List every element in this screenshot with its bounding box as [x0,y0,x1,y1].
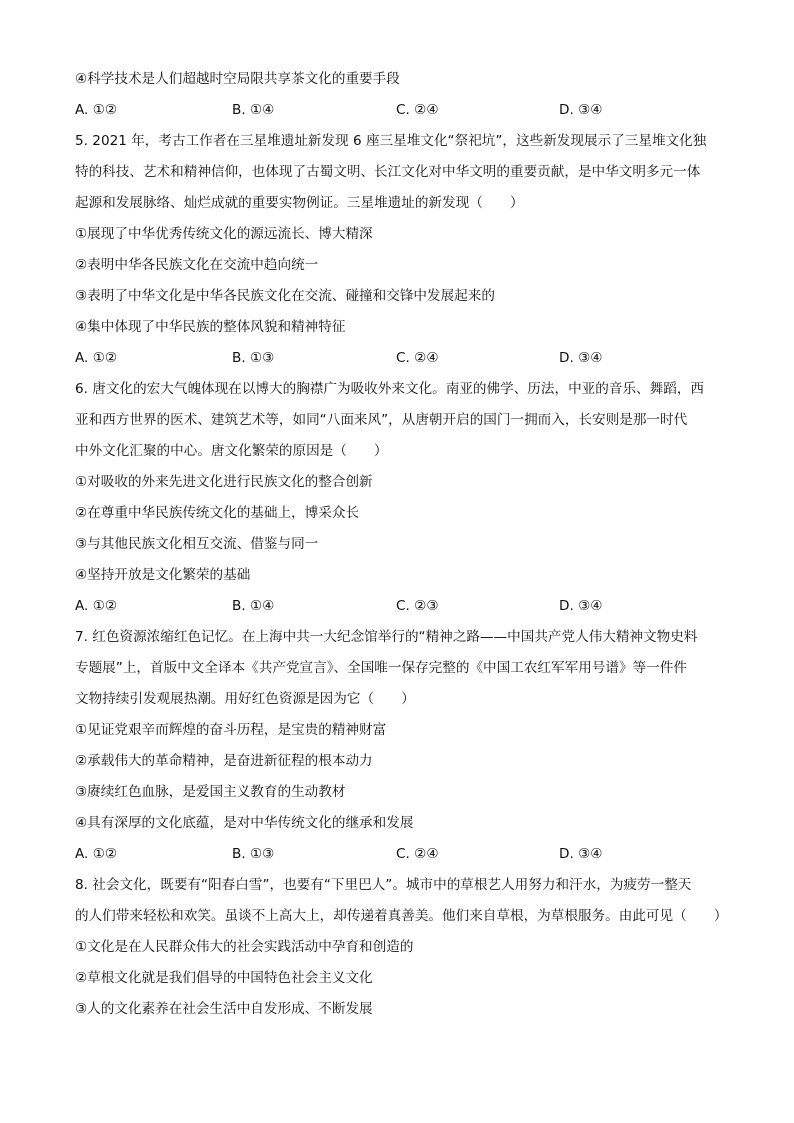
question-stem-line: 特的科技、艺术和精神信仰，也体现了古蜀文明、长江文化对中华文明的重要贡献，是中华文明多元一体 [75,164,701,180]
statement-item: ③赓续红色血脉，是爱国主义教育的生动教材 [75,784,346,800]
statement-item: ④坚持开放是文化繁荣的基础 [75,567,251,583]
statement-item: ③表明了中华文化是中华各民族文化在交流、碰撞和交锋中发展起来的 [75,288,495,304]
option-b: B. ①③ [232,846,275,862]
statement-item: ④具有深厚的文化底蕴，是对中华传统文化的继承和发展 [75,815,414,831]
statement-item: ③与其他民族文化相互交流、借鉴与同一 [75,536,319,552]
option-b: B. ①③ [232,350,275,366]
question-stem-line: 亚和西方世界的医术、建筑艺术等，如同“八面来风”，从唐朝开启的国门一拥而入，长安则是那一时代 [75,412,688,428]
prev-options [75,95,725,126]
statement-item: ④集中体现了中华民族的整体风貌和精神特征 [75,319,346,335]
option-c: C. ②④ [396,846,439,862]
option-b: B. ①④ [232,598,275,614]
question-stem-line: 专题展”上，首版中文全译本《共产党宣言》、全国唯一保存完整的《中国工农红军军用号谱》等一件件 [75,660,687,676]
page-content [75,64,728,1025]
statement-item: ②表明中华各民族文化在交流中趋向统一 [75,257,319,273]
statement-item: ③人的文化素养在社会生活中自发形成、不断发展 [75,1001,373,1017]
question-stem-line: 6. 唐文化的宏大气魄体现在以博大的胸襟广为吸收外来文化。南亚的佛学、历法，中亚的音乐、舞蹈，西 [75,381,705,397]
answer-options [75,839,725,870]
statement-item: ①展现了中华优秀传统文化的源远流长、博大精深 [75,226,373,242]
question-5 [75,126,725,374]
option-c: C. ②④ [396,350,439,366]
option-d: D. ③④ [559,846,603,862]
question-7 [75,622,725,870]
option-d: D. ③④ [559,102,603,118]
option-d: D. ③④ [559,598,603,614]
option-a: A. ①② [75,846,118,862]
option-a: A. ①② [75,350,118,366]
option-b: B. ①④ [232,102,275,118]
statement-item: ②草根文化就是我们倡导的中国特色社会主义文化 [75,970,373,986]
answer-options [75,343,725,374]
prev-item: ④科学技术是人们超越时空局限共享茶文化的重要手段 [75,71,400,87]
statement-item: ①对吸收的外来先进文化进行民族文化的整合创新 [75,474,373,490]
question-stem-line: 8. 社会文化，既要有“阳春白雪”，也要有“下里巴人”。城市中的草根艺人用努力和汗水，为疲劳一整天 [75,877,692,893]
question-stem-line: 7. 红色资源浓缩红色记忆。在上海中共一大纪念馆举行的“精神之路——中国共产党人伟大精神文物史料 [75,629,698,645]
option-c: C. ②③ [396,598,439,614]
question-8 [75,870,728,1025]
option-d: D. ③④ [559,350,603,366]
statement-item: ①文化是在人民群众伟大的社会实践活动中孕育和创造的 [75,939,414,955]
question-stem-line: 5. 2021 年，考古工作者在三星堆遗址新发现 6 座三星堆文化“祭祀坑”，这些新发现展示了三星堆文化独 [75,133,707,149]
option-a: A. ①② [75,598,118,614]
question-6 [75,374,725,622]
statement-item: ①见证党艰辛而辉煌的奋斗历程，是宝贵的精神财富 [75,722,387,738]
option-c: C. ②④ [396,102,439,118]
question-stem-line: 的人们带来轻松和欢笑。虽谈不上高大上，却传递着真善美。他们来自草根，为草根服务。由此可见（ ） [75,908,728,924]
option-a: A. ①② [75,102,118,118]
statement-item: ②承载伟大的革命精神，是奋进新征程的根本动力 [75,753,373,769]
question-stem-line: 中外文化汇聚的中心。唐文化繁荣的原因是（ ） [75,443,388,459]
statement-item: ②在尊重中华民族传统文化的基础上，博采众长 [75,505,360,521]
answer-options [75,591,725,622]
question-stem-line: 起源和发展脉络、灿烂成就的重要实物例证。三星堆遗址的新发现（ ） [75,195,524,211]
question-stem-line: 文物持续引发观展热潮。用好红色资源是因为它（ ） [75,691,415,707]
